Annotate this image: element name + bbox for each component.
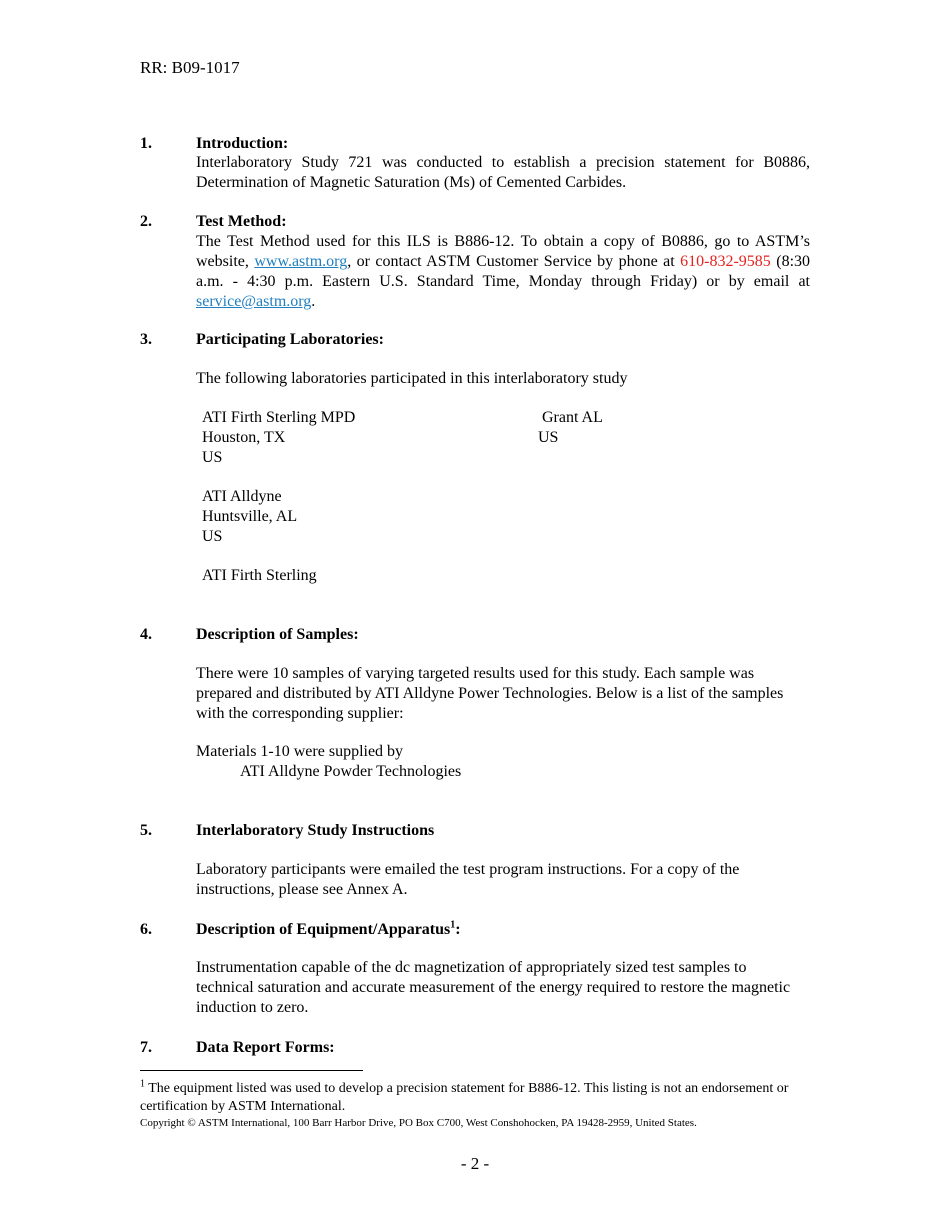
section-6-title-wrap: [196, 920, 461, 940]
footnote-marker: 1: [140, 1078, 145, 1090]
section-5-title: Interlaboratory Study Instructions: [196, 822, 435, 839]
section-1-title: Introduction:: [196, 135, 289, 152]
lab-2-name: Grant AL: [542, 409, 603, 426]
footnote-text: The equipment listed was used to develop a precision statement for B886-12. This listing is not an endorsement or certification by ASTM International.: [140, 1081, 789, 1114]
customer-service-phone: 610-832-9585: [680, 253, 771, 270]
lab-entry-1: [202, 408, 355, 468]
section-7-title: Data Report Forms:: [196, 1039, 335, 1056]
lab-entry-4: [202, 566, 317, 586]
lab-4-name: ATI Firth Sterling: [202, 567, 317, 584]
lab-1-country: US: [202, 449, 223, 466]
section-6-number: 6.: [140, 921, 152, 938]
footnote: [140, 1080, 800, 1116]
section-6-title-suffix: :: [455, 921, 461, 938]
section-1-text: Interlaboratory Study 721 was conducted to establish a precision statement for B0886, Determination of Magnetic Saturation (Ms) of Cemented Carbides.: [196, 154, 810, 191]
section-4-number: 4.: [140, 626, 152, 643]
section-3-title: Participating Laboratories:: [196, 331, 384, 348]
lab-entry-2: [538, 408, 603, 448]
service-email-link[interactable]: service@astm.org: [196, 293, 312, 310]
lab-3-city: Huntsville, AL: [202, 508, 298, 525]
footnote-divider: [140, 1070, 363, 1071]
lab-2-country: US: [538, 429, 559, 446]
page-number: - 2 -: [460, 1154, 490, 1173]
materials-line: Materials 1-10 were supplied by: [196, 743, 404, 760]
section-3-number: 3.: [140, 331, 152, 348]
section-6-title: Description of Equipment/Apparatus: [196, 921, 451, 938]
lab-3-country: US: [202, 528, 223, 545]
report-id: RR: B09-1017: [140, 58, 240, 77]
section-5-number: 5.: [140, 822, 152, 839]
section-7-number: 7.: [140, 1039, 152, 1056]
section-6-text: Instrumentation capable of the dc magnetization of appropriately sized test samples to technical saturation and accurate measurement of the energy required to restore the magnetic induction to zero.: [196, 959, 791, 1016]
lab-entry-3: [202, 487, 297, 547]
section-2-text-c: (8:30 a.m. - 4:30 p.m. Eastern U.S. Standard Time, Monday through Friday) or by email at: [196, 253, 811, 290]
section-4-title: Description of Samples:: [196, 626, 359, 643]
section-2-text: [196, 232, 810, 312]
section-3-intro: The following laboratories participated in this interlaboratory study: [196, 370, 628, 387]
section-4-text: There were 10 samples of varying targeted results used for this study. Each sample was prepared and distributed by ATI Alldyne Power Technologies. Below is a list of the samples with the corresponding supplier:: [196, 665, 784, 722]
footnote-ref-1: 1: [450, 919, 456, 931]
lab-3-name: ATI Alldyne: [202, 488, 282, 505]
section-2-title: Test Method:: [196, 213, 287, 230]
section-2-text-b: , or contact ASTM Customer Service by phone at: [347, 253, 681, 270]
astm-website-link[interactable]: www.astm.org: [254, 253, 348, 270]
section-2-text-d: .: [311, 293, 316, 310]
lab-1-name: ATI Firth Sterling MPD: [202, 409, 356, 426]
copyright-line: Copyright © ASTM International, 100 Barr Harbor Drive, PO Box C700, West Conshohocken, PA 19428-2959, United States.: [140, 1117, 697, 1129]
section-1-number: 1.: [140, 135, 152, 152]
section-2-text-a: The Test Method used for this ILS is B886-12. To obtain a copy of B0886, go to ASTM’s website,: [196, 233, 810, 270]
section-2-number: 2.: [140, 213, 152, 230]
materials-supplier: ATI Alldyne Powder Technologies: [240, 763, 462, 780]
section-5-text: Laboratory participants were emailed the test program instructions. For a copy of the instructions, please see Annex A.: [196, 861, 740, 898]
lab-1-city: Houston, TX: [202, 429, 286, 446]
